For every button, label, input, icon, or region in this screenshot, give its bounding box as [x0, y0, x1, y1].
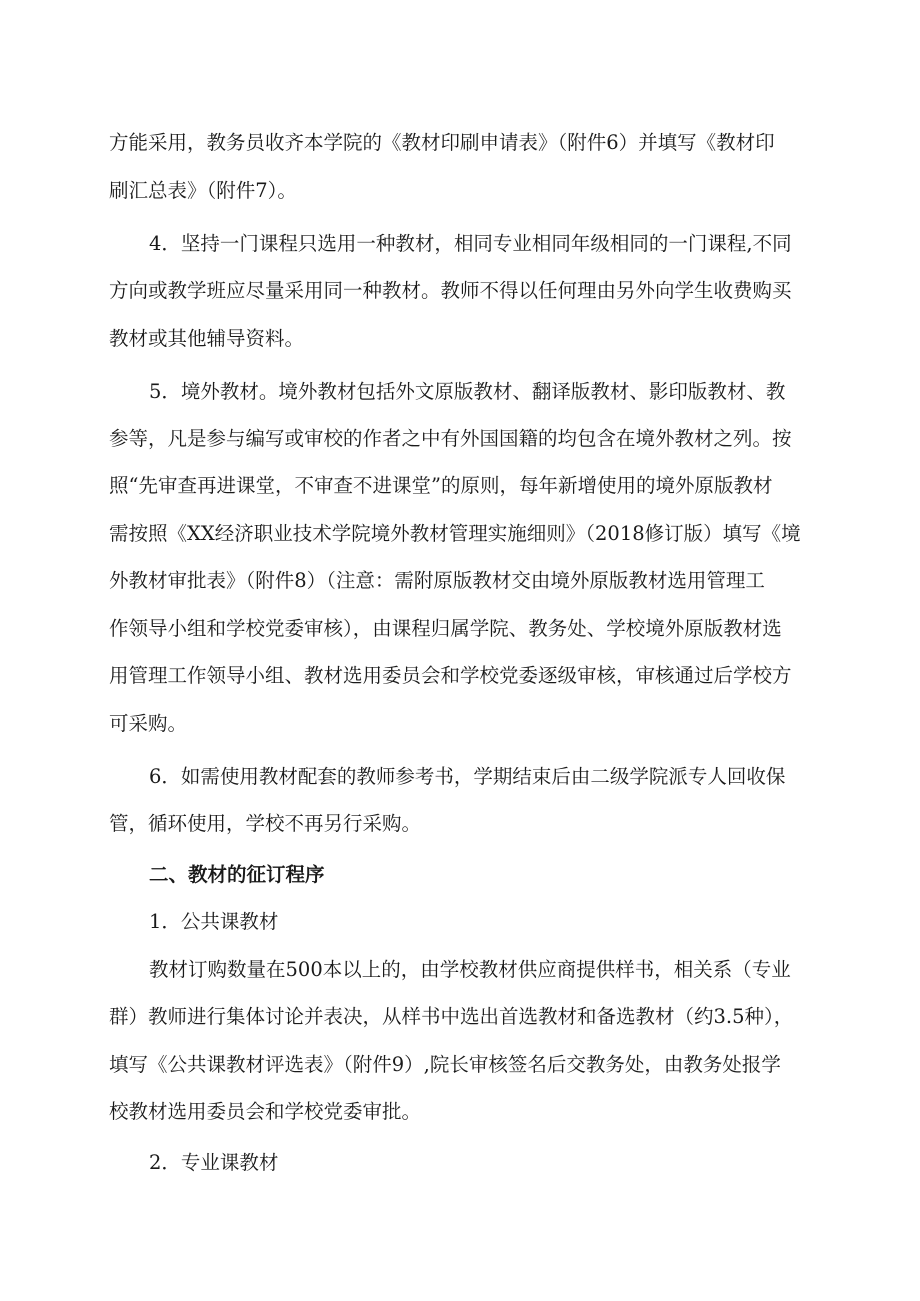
- paragraph-line: 4．坚持一门课程只选用一种教材，相同专业相同年级相同的一门课程,不同: [149, 232, 792, 255]
- subsection-heading: 1．公共课教材: [149, 910, 279, 933]
- subsection-heading: 2．专业课教材: [149, 1151, 279, 1174]
- paragraph-line: 教材订购数量在500本以上的，由学校教材供应商提供样书，相关系（专业: [149, 958, 791, 981]
- paragraph-line: 校教材选用委员会和学校党委审批。: [109, 1100, 422, 1123]
- paragraph-line: 教材或其他辅导资料。: [109, 327, 305, 350]
- paragraph-line: 需按照《XX经济职业技术学院境外教材管理实施细则》（2018修订版）填写《境: [109, 522, 801, 545]
- paragraph-line: 照“先审查再进课堂，不审查不进课堂”的原则，每年新增使用的境外原版教材: [109, 474, 773, 497]
- paragraph-line: 方能采用，教务员收齐本学院的《教材印刷申请表》（附件6）并填写《教材印: [109, 131, 775, 154]
- paragraph-line: 刷汇总表》（附件7）。: [109, 179, 297, 202]
- paragraph-line: 6．如需使用教材配套的教师参考书，学期结束后由二级学院派专人回收保: [149, 765, 786, 788]
- paragraph-line: 填写《公共课教材评选表》（附件9）,院长审核签名后交教务处，由教务处报学: [109, 1053, 781, 1076]
- paragraph-line: 方向或教学班应尽量采用同一种教材。教师不得以任何理由另外向学生收费购买: [109, 279, 792, 302]
- paragraph-line: 5．境外教材。境外教材包括外文原版教材、翻译版教材、影印版教材、教: [149, 380, 786, 403]
- paragraph-line: 管，循环使用，学校不再另行采购。: [109, 812, 422, 835]
- paragraph-line: 群）教师进行集体讨论并表决，从样书中选出首选教材和备选教材（约3.5种），: [109, 1005, 794, 1028]
- paragraph-line: 用管理工作领导小组、教材选用委员会和学校党委逐级审核，审核通过后学校方: [109, 664, 792, 687]
- paragraph-line: 作领导小组和学校党委审核），由课程归属学院、教务处、学校境外原版教材选: [109, 617, 782, 640]
- paragraph-line: 参等，凡是参与编写或审校的作者之中有外国国籍的均包含在境外教材之列。按: [109, 427, 792, 450]
- section-heading: 二、教材的征订程序: [149, 863, 325, 886]
- paragraph-line: 可采购。: [109, 712, 188, 735]
- paragraph-line: 外教材审批表》（附件8）（注意：需附原版教材交由境外原版教材选用管理工: [109, 569, 765, 592]
